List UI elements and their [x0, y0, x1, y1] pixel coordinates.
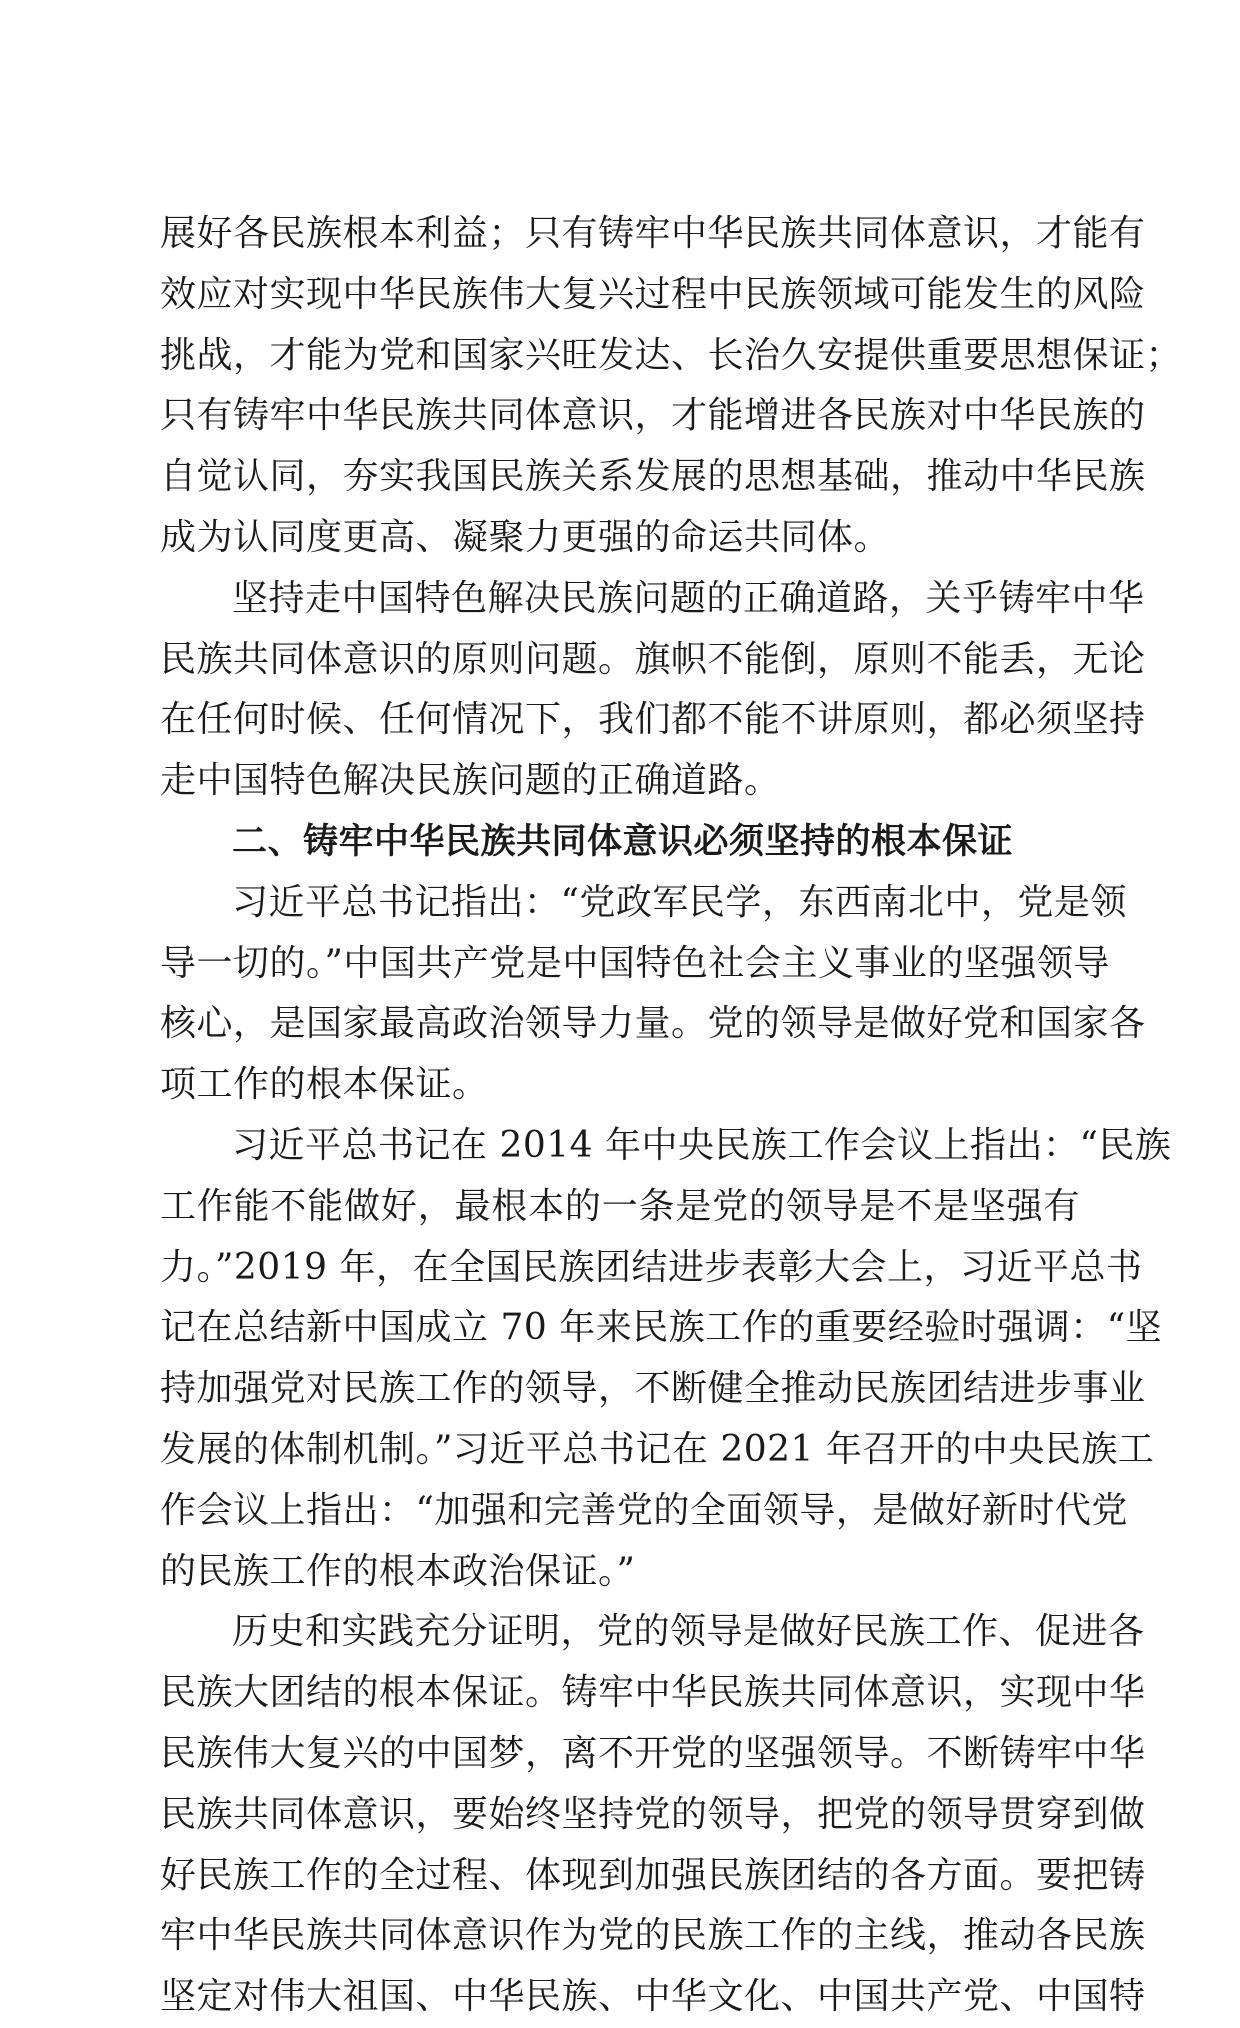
text-line: 记在总结新中国成立 70 年来民族工作的重要经验时强调：“坚: [160, 1307, 1163, 1349]
text-line: 只有铸牢中华民族共同体意识，才能增进各民族对中华民族的: [160, 395, 1146, 437]
document-page: [160, 204, 1183, 2028]
text-line: 在任何时候、任何情况下，我们都不能不讲原则，都必须坚持: [160, 699, 1146, 741]
text-line: 成为认同度更高、凝聚力更强的命运共同体。: [160, 516, 891, 558]
paragraph-first-line: 坚持走中国特色解决民族问题的正确道路，关乎铸牢中华: [232, 577, 1145, 619]
text-line: 挑战，才能为党和国家兴旺发达、长治久安提供重要思想保证；: [160, 334, 1183, 376]
text-line: 作会议上指出：“加强和完善党的全面领导，是做好新时代党: [160, 1489, 1128, 1531]
paragraph-first-line: 历史和实践充分证明，党的领导是做好民族工作、促进各: [232, 1611, 1145, 1653]
text-line: 民族大团结的根本保证。铸牢中华民族共同体意识，实现中华: [160, 1672, 1146, 1714]
text-line: 发展的体制机制。”习近平总书记在 2021 年召开的中央民族工: [160, 1428, 1155, 1470]
section-heading: 二、铸牢中华民族共同体意识必须坚持的根本保证: [232, 821, 1014, 862]
text-line: 项工作的根本保证。: [160, 1064, 489, 1106]
text-line: 好民族工作的全过程、体现到加强民族团结的各方面。要把铸: [160, 1854, 1146, 1896]
text-line: 民族共同体意识的原则问题。旗帜不能倒，原则不能丢，无论: [160, 638, 1146, 680]
text-line: 牢中华民族共同体意识作为党的民族工作的主线，推动各民族: [160, 1915, 1146, 1957]
text-line: 的民族工作的根本政治保证。”: [160, 1550, 636, 1592]
text-line: 持加强党对民族工作的领导，不断健全推动民族团结进步事业: [160, 1368, 1146, 1410]
paragraph-first-line: 习近平总书记指出：“党政军民学，东西南北中，党是领: [232, 881, 1127, 923]
paragraph-first-line: 习近平总书记在 2014 年中央民族工作会议上指出：“民族: [232, 1124, 1172, 1166]
text-line: 自觉认同，夯实我国民族关系发展的思想基础，推动中华民族: [160, 456, 1146, 498]
text-line: 民族伟大复兴的中国梦，离不开党的坚强领导。不断铸牢中华: [160, 1732, 1146, 1774]
text-line: 工作能不能做好，最根本的一条是党的领导是不是坚强有: [160, 1185, 1080, 1227]
text-line: 坚定对伟大祖国、中华民族、中华文化、中国共产党、中国特: [160, 1976, 1146, 2018]
text-line: 民族共同体意识，要始终坚持党的领导，把党的领导贯穿到做: [160, 1793, 1146, 1835]
text-line: 走中国特色解决民族问题的正确道路。: [160, 760, 781, 802]
text-line: 导一切的。”中国共产党是中国特色社会主义事业的坚强领导: [160, 942, 1110, 984]
text-line: 力。”2019 年，在全国民族团结进步表彰大会上，习近平总书: [160, 1246, 1143, 1288]
text-line: 效应对实现中华民族伟大复兴过程中民族领域可能发生的风险: [160, 273, 1146, 315]
text-line: 展好各民族根本利益；只有铸牢中华民族共同体意识，才能有: [160, 213, 1146, 254]
text-line: 核心，是国家最高政治领导力量。党的领导是做好党和国家各: [160, 1003, 1146, 1045]
